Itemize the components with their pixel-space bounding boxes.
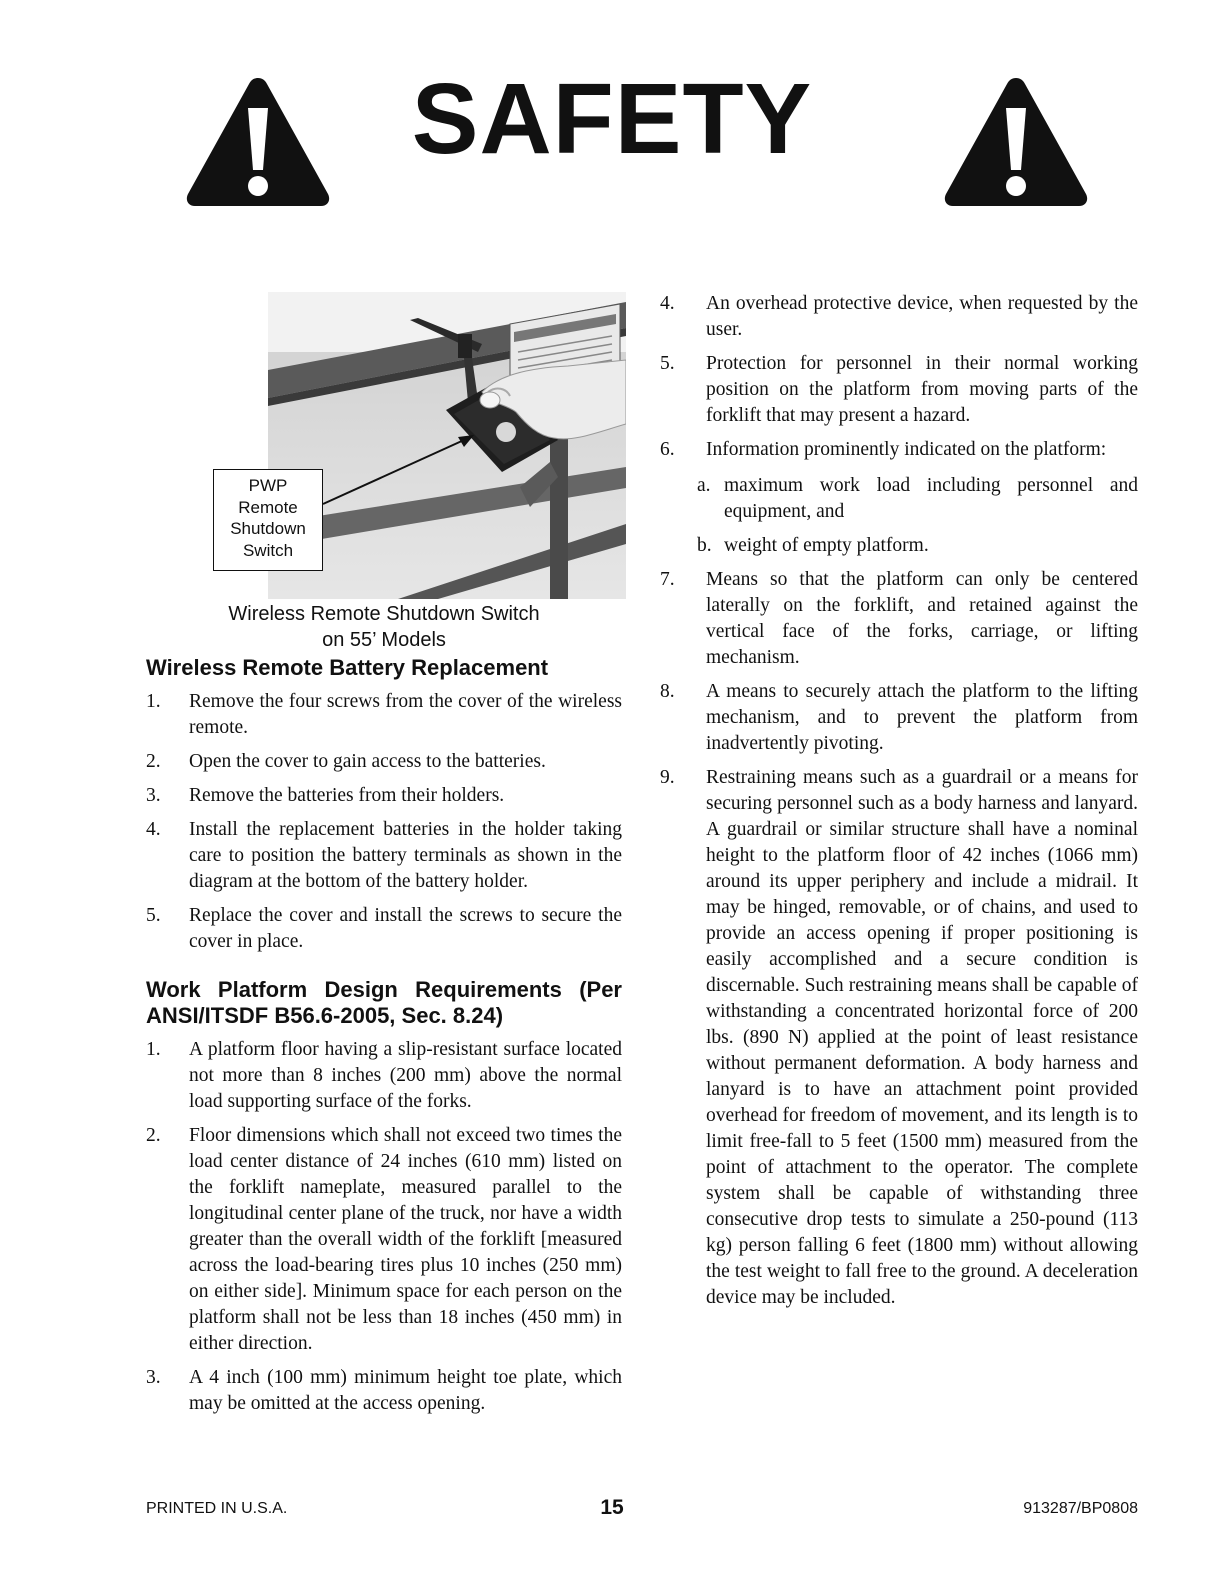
- sub-item-text: maximum work load including personnel and equipment, and: [724, 475, 1138, 522]
- callout-line: Remote: [238, 497, 298, 517]
- figure-caption: [146, 601, 622, 653]
- item-number: 4.: [660, 293, 675, 314]
- list-item: [660, 567, 1138, 671]
- item-number: 6.: [660, 439, 675, 460]
- item-text: Replace the cover and install the screws to secure the cover in place.: [189, 905, 622, 952]
- footer-printed: PRINTED IN U.S.A.: [146, 1500, 288, 1517]
- sub-list-item: [697, 533, 1138, 559]
- item-number: 4.: [146, 819, 161, 840]
- page-number: 15: [600, 1496, 624, 1519]
- left-column: [146, 655, 622, 1425]
- item-text: Restraining means such as a guardrail or a means for securing personnel such as a body harness and lanyard. A guardrail or similar structure shall have a nominal height to the platform floor of 42 inches (1066 mm) around its upper periphery and include a midrail. It may be hinged, removable, or of chains, and used to provide an access opening if proper positioning is easily accomplished and a secure condition is discernable. Such restraining means shall be capable of withstanding a concentrated horizontal force of 200 lbs. (890 N) applied at the point of least resistance without permanent deformation. A body harness and lanyard is to have an attachment point provided overhead for freedom of movement, and its length is to limit free-fall to 5 feet (1500 mm) measured from the point of attachment to the operator. The complete system shall be capable of withstanding three consecutive drop tests to simulate a 250-pound (113 kg) person falling 6 feet (1800 mm) without allowing the test weight to fall free to the ground. A deceleration device may be included.: [706, 767, 1138, 1308]
- item-number: 7.: [660, 569, 675, 590]
- battery-steps-list: [146, 689, 622, 955]
- item-text: A means to securely attach the platform to the lifting mechanism, and to prevent the platform from inadvertently pivoting.: [706, 681, 1138, 754]
- item-text: An overhead protective device, when requested by the user.: [706, 293, 1138, 340]
- item-number: 3.: [146, 1367, 161, 1388]
- item-number: 2.: [146, 1125, 161, 1146]
- list-item: [660, 765, 1138, 1311]
- list-item: [660, 291, 1138, 343]
- item-number: 8.: [660, 681, 675, 702]
- sub-list-item: [697, 473, 1138, 525]
- right-column: [660, 291, 1138, 1319]
- list-item: [660, 679, 1138, 757]
- page-title: SAFETY: [411, 63, 813, 175]
- caption-line: on 55’ Models: [322, 629, 446, 651]
- item-number: 2.: [146, 751, 161, 772]
- sub-list: [697, 473, 1138, 559]
- requirements-list: [146, 1037, 622, 1417]
- callout-line: Switch: [242, 540, 294, 560]
- section-heading: Wireless Remote Battery Replacement: [146, 655, 549, 680]
- item-text: Remove the four screws from the cover of the wireless remote.: [189, 691, 622, 738]
- item-number: 5.: [660, 353, 675, 374]
- sub-item-text: weight of empty platform.: [724, 535, 929, 556]
- callout-line: Shutdown: [230, 519, 306, 538]
- list-item: [146, 1365, 622, 1417]
- sub-item-letter: a.: [697, 475, 711, 496]
- list-item: [146, 817, 622, 895]
- item-text: Floor dimensions which shall not exceed two times the load center distance of 24 inches (610 mm) listed on the forklift nameplate, measured parallel to the longitudinal center plane of the truck, nor have a width greater than the overall width of the forklift [measured across the load-bearing tires plus 10 inches (250 mm) on either side]. Minimum space for each person on the platform shall not be less than 18 inches (450 mm) in either direction.: [189, 1125, 622, 1354]
- item-text: Remove the batteries from their holders.: [189, 785, 505, 806]
- list-item: [660, 437, 1138, 559]
- list-item: [146, 1037, 622, 1115]
- list-item: [660, 351, 1138, 429]
- item-text: Protection for personnel in their normal working position on the platform from moving parts of the forklift that may present a hazard.: [706, 353, 1138, 426]
- item-text: A platform floor having a slip-resistant surface located not more than 8 inches (200 mm) above the normal load supporting surface of the forks.: [189, 1039, 622, 1112]
- requirements-list-continued: [660, 291, 1138, 1311]
- item-number: 1.: [146, 1039, 161, 1060]
- caption-line: Wireless Remote Shutdown Switch: [228, 603, 540, 625]
- item-text: Install the replacement batteries in the holder taking care to position the battery terminals as shown in the diagram at the bottom of the battery holder.: [189, 819, 622, 892]
- callout-line: PWP: [248, 476, 288, 495]
- item-number: 9.: [660, 767, 675, 788]
- list-item: [146, 689, 622, 741]
- item-text: A 4 inch (100 mm) minimum height toe plate, which may be omitted at the access opening.: [189, 1367, 622, 1414]
- warning-triangle-icon: [940, 72, 1092, 212]
- list-item: [146, 903, 622, 955]
- item-text: Information prominently indicated on the platform:: [706, 439, 1107, 460]
- figure-callout: [213, 469, 323, 571]
- item-text: Open the cover to gain access to the batteries.: [189, 751, 546, 772]
- item-number: 3.: [146, 785, 161, 806]
- item-number: 1.: [146, 691, 161, 712]
- list-item: [146, 749, 622, 775]
- footer-doc-number: 913287/BP0808: [1023, 1500, 1138, 1517]
- item-text: Means so that the platform can only be centered laterally on the forklift, and retained against the vertical face of the forks, carriage, or lifting mechanism.: [706, 569, 1138, 668]
- section-heading: Work Platform Design Requirements (Per ANSI/ITSDF B56.6-2005, Sec. 8.24): [146, 977, 622, 1028]
- item-number: 5.: [146, 905, 161, 926]
- list-item: [146, 1123, 622, 1357]
- list-item: [146, 783, 622, 809]
- sub-item-letter: b.: [697, 535, 712, 556]
